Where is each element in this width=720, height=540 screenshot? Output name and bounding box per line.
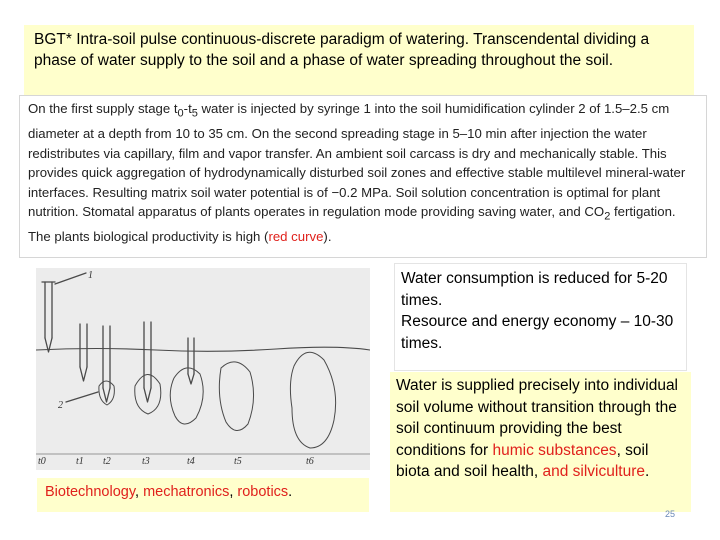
watering-stages-svg <box>36 268 370 470</box>
economy-stats-box <box>394 263 687 371</box>
slide-title-box <box>24 25 694 95</box>
red-curve-text: red curve <box>268 229 324 245</box>
label-syringe-1: 1 <box>88 270 93 281</box>
label-t3: t3 <box>142 456 150 467</box>
resource-economy-text: Resource and energy economy – 10-30 times. <box>401 313 674 352</box>
label-t0: t0 <box>38 456 46 467</box>
caption-mechatronics: mechatronics <box>143 484 230 500</box>
description-part-3: water is injected by syringe 1 into the soil humidification cylinder 2 of 1.5–2.5 cm diameter at a depth from 10 to 35 cm. On the second spreading stage in 5–10 min after injection the water redistributes via capillary, film and vapor transfer. An ambient soil carcass is dry and mechanically stable. This provides quick aggregation of hydrodynamically disturbed soil zones and effective stable multilevel mineral-water interfaces. Resulting matrix soil water potential is of −0.2 MPa. Soil solution concentration is optimal for plant nutrition. Stomatal apparatus of plants operates in regulation mode providing saving water, and CO <box>28 101 686 220</box>
subscript-t0: 0 <box>177 107 184 120</box>
subscript-t5: 5 <box>191 107 198 120</box>
label-t5: t5 <box>234 456 242 467</box>
description-text <box>28 99 698 247</box>
description-part-1: On the first supply stage t <box>28 101 178 116</box>
label-t2: t2 <box>103 456 111 467</box>
silviculture-text: and silviculture <box>542 463 646 480</box>
supply-part-3: . <box>645 463 650 480</box>
slide-title: BGT* Intra-soil pulse continuous-discrete paradigm of watering. Transcendental dividing a phase of water supply to the soil and a phase of water spreading throughout the soil. <box>34 31 650 69</box>
description-part-4: fertigation. The plants biological productivity is high ( <box>28 204 676 245</box>
supply-part-2: , soil biota and soil health, <box>396 441 649 480</box>
description-part-2: -t <box>183 101 192 116</box>
water-spread-t5 <box>219 362 253 431</box>
cylinder-label-line <box>66 392 98 402</box>
soil-surface-line <box>36 347 370 351</box>
water-spread-t6 <box>290 352 335 448</box>
watering-stages-diagram <box>36 268 370 470</box>
caption-separator-1: , <box>135 484 144 500</box>
syringe-t3 <box>135 322 161 414</box>
water-consumption-text: Water consumption is reduced for 5-20 times. <box>401 270 668 309</box>
label-t6: t6 <box>306 456 314 467</box>
syringe-t0 <box>42 282 55 352</box>
syringe-t2 <box>99 326 114 405</box>
supply-part-1: Water is supplied precisely into individual soil volume without transition through the soil continuum providing the best conditions for <box>396 377 679 459</box>
label-cylinder-2: 2 <box>58 400 63 411</box>
technology-caption <box>37 478 369 512</box>
label-t1: t1 <box>76 456 84 467</box>
label-t4: t4 <box>187 456 195 467</box>
caption-robotics: robotics <box>237 484 289 500</box>
precise-supply-box <box>390 372 691 512</box>
precise-supply-text <box>396 375 685 483</box>
syringe-t1 <box>80 324 87 381</box>
caption-biotechnology: Biotechnology <box>45 484 136 500</box>
caption-end: . <box>288 484 293 500</box>
syringe-label-line <box>55 273 86 284</box>
description-part-5: ). <box>323 229 332 245</box>
subscript-co2: 2 <box>604 210 611 223</box>
caption-separator-2: , <box>229 484 238 500</box>
description-box <box>19 95 707 258</box>
humic-substances-text: humic substances <box>492 441 617 459</box>
page-number: 25 <box>665 509 676 519</box>
